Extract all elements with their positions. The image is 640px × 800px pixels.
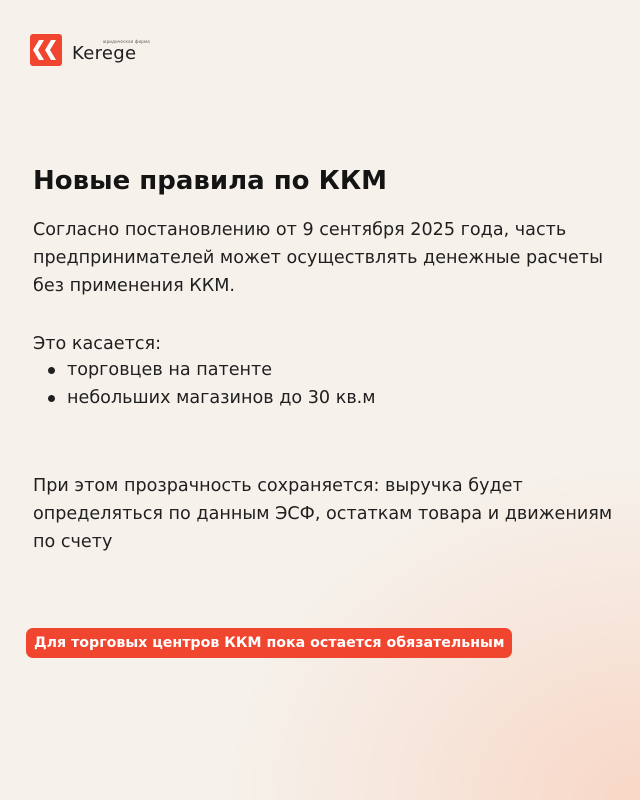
- applies-label: Это касается:: [33, 334, 162, 354]
- brand-logo: [30, 33, 150, 67]
- kerege-logo-icon: [30, 34, 62, 66]
- brand-tagline: юридическая фирма: [103, 39, 150, 44]
- list-item: торговцев на патенте: [33, 356, 376, 384]
- list-item: небольших магазинов до 30 кв.м: [33, 384, 376, 412]
- applies-list: [33, 356, 376, 412]
- intro-paragraph: Согласно постановлению от 9 сентября 2025 года, часть предпринимателей может осуществлять денежные расчеты без применения ККМ.: [33, 220, 604, 296]
- notice-badge: Для торговых центров ККМ пока остается обязательным: [26, 628, 512, 658]
- page-title: Новые правила по ККМ: [33, 166, 387, 196]
- brand-name: Kerege: [72, 43, 137, 64]
- outro-paragraph: При этом прозрачность сохраняется: выручка будет определяться по данным ЭСФ, остаткам товара и движениям по счету: [33, 476, 613, 552]
